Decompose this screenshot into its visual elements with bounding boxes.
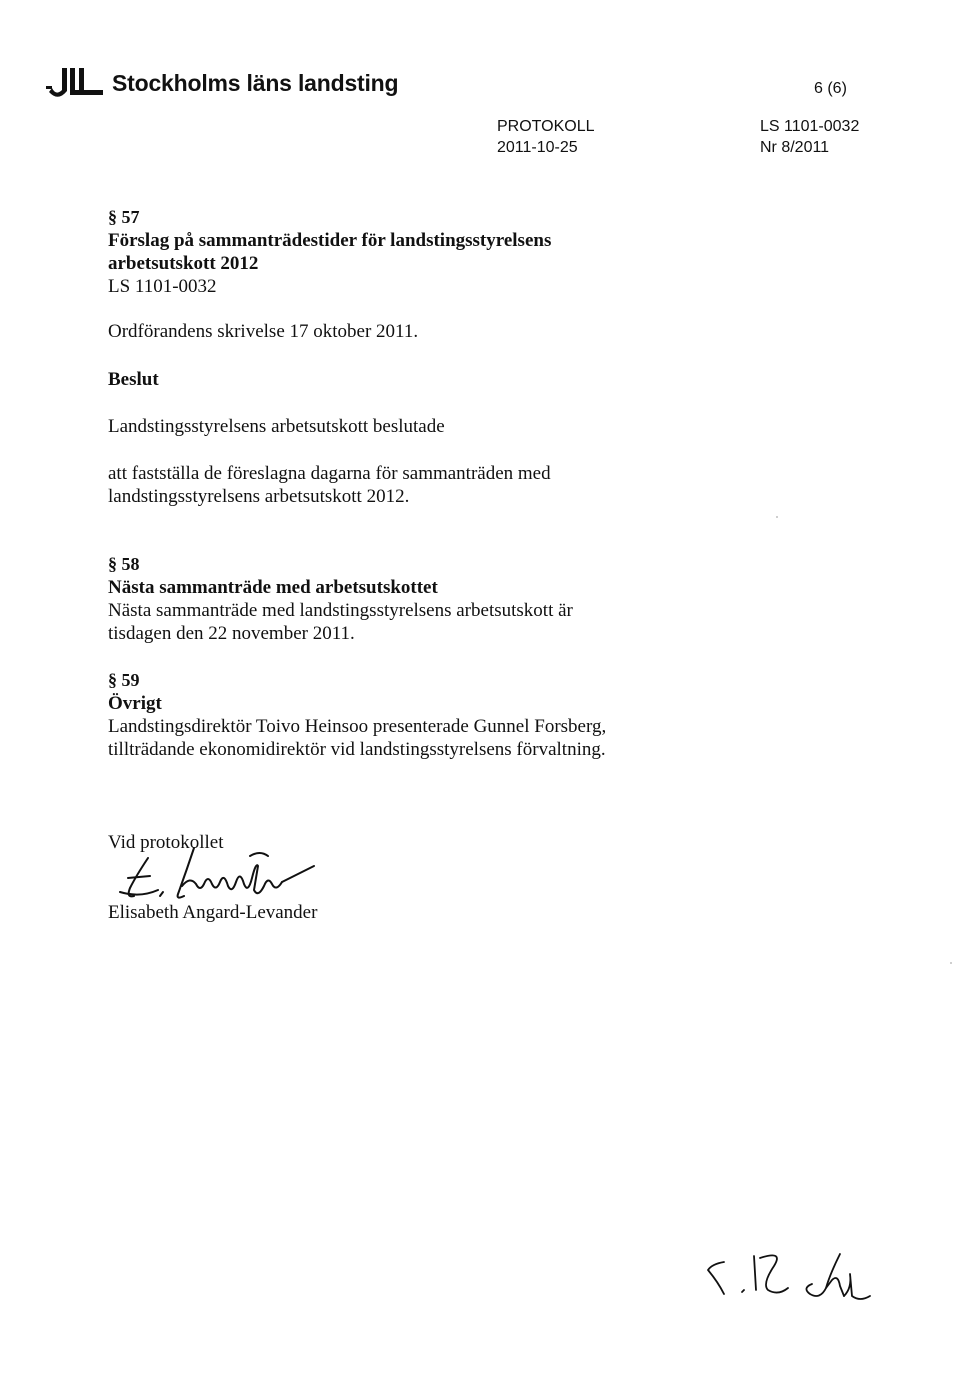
org-logo: [46, 66, 398, 100]
scan-speck: [776, 516, 778, 518]
section-59-body-line2: tillträdande ekonomidirektör vid landstingsstyrelsens förvaltning.: [108, 739, 606, 760]
doc-date: 2011-10-25: [497, 139, 578, 156]
section-57-decision: [108, 462, 551, 508]
section-58-body-line2: tisdagen den 22 november 2011.: [108, 623, 355, 644]
doc-meta-right: [760, 116, 859, 158]
section-57-title-line2: arbetsutskott 2012: [108, 253, 259, 274]
org-name: Stockholms läns landsting: [112, 69, 399, 96]
scan-speck: [950, 962, 952, 964]
section-59-paragraph: § 59: [108, 670, 140, 690]
section-57-header: [108, 206, 551, 298]
section-57-decision-intro: Landstingsstyrelsens arbetsutskott beslutade: [108, 416, 445, 437]
section-58-body-line1: Nästa sammanträde med landstingsstyrelsens arbetsutskott är: [108, 600, 573, 621]
page-number: 6 (6): [814, 80, 847, 97]
case-number: LS 1101-0032: [760, 118, 860, 135]
section-58: [108, 553, 573, 645]
section-57-decision-line1: att fastställa de föreslagna dagarna för sammanträden med: [108, 463, 551, 484]
section-58-paragraph: § 58: [108, 554, 140, 574]
section-59: [108, 669, 606, 761]
jll-logo-icon: [46, 66, 108, 100]
section-57-reference: Ordförandens skrivelse 17 oktober 2011.: [108, 321, 419, 342]
section-57-paragraph: § 57: [108, 207, 140, 227]
section-58-title: Nästa sammanträde med arbetsutskottet: [108, 577, 438, 598]
section-59-title: Övrigt: [108, 693, 162, 714]
doc-meta-left: [497, 116, 595, 158]
section-57-case-ref: LS 1101-0032: [108, 276, 217, 297]
section-57-title-line1: Förslag på sammanträdestider för landstingsstyrelsens: [108, 230, 552, 251]
section-59-body-line1: Landstingsdirektör Toivo Heinsoo presenterade Gunnel Forsberg,: [108, 716, 607, 737]
signatory-name: Elisabeth Angard-Levander: [108, 902, 318, 923]
signature-label: Vid protokollet: [108, 832, 224, 853]
handwritten-initials: [702, 1244, 872, 1310]
protocol-number: Nr 8/2011: [760, 139, 830, 156]
doc-type: PROTOKOLL: [497, 118, 595, 135]
section-57-decision-heading: Beslut: [108, 369, 159, 390]
section-57-decision-line2: landstingsstyrelsens arbetsutskott 2012.: [108, 486, 410, 507]
